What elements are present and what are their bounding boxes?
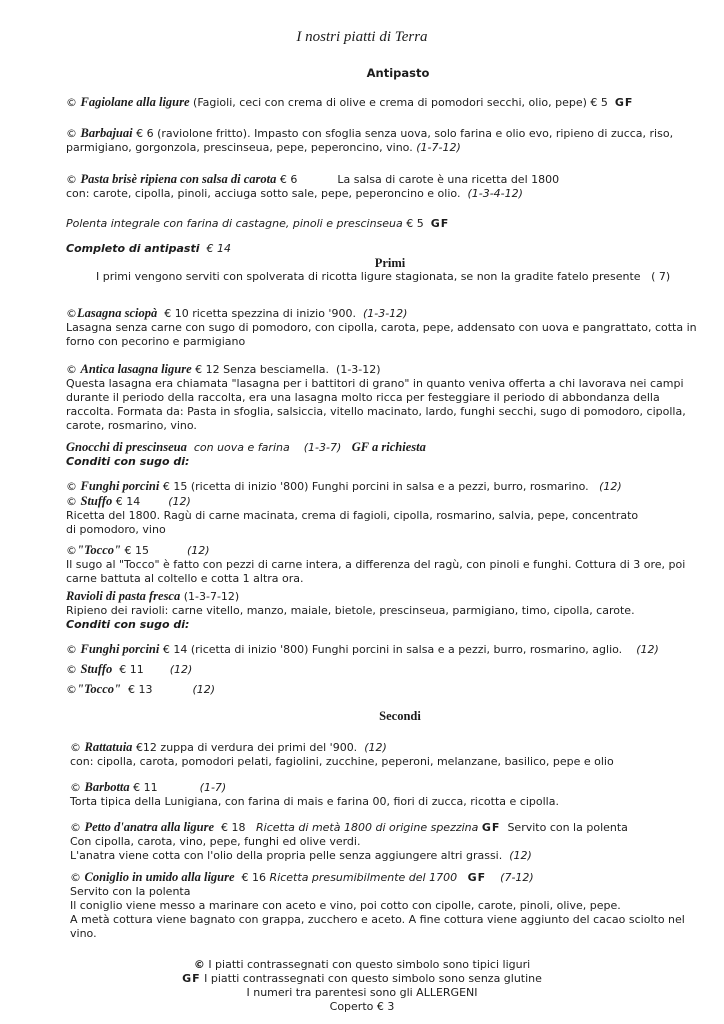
gluten-free-symbol: GF: [182, 972, 201, 985]
allergens: ( 7): [651, 270, 671, 283]
cover-charge: Coperto € 3: [329, 1000, 395, 1013]
ligurian-symbol: ©: [193, 958, 205, 971]
dish-desc: Ripieno dei ravioli: carne vitello, manzo, maiale, bietole, prescinseua, parmigiano, timo, cipolla, carote.: [66, 604, 635, 617]
dish-name: Funghi porcini: [80, 479, 160, 493]
dish-desc: parmigiano, gorgonzola, prescinseua, pepe, peperoncino, vino.: [66, 141, 413, 154]
dish-name: Petto d'anatra alla ligure: [84, 820, 215, 834]
dish-completo: [66, 242, 231, 256]
ligurian-symbol: ©: [66, 96, 77, 109]
dish-desc: € 14 (ricetta di inizio '800) Funghi porcini in salsa e a pezzi, burro, rosmarino, aglio.: [162, 643, 623, 656]
dish-desc: € 12 Senza besciamella.: [195, 363, 330, 376]
allergens: (12): [364, 741, 387, 754]
dish-barbotta: [70, 780, 559, 809]
dish-price: € 13: [127, 683, 153, 696]
dish-antica-lasagna: [66, 362, 686, 433]
dish-price: € 14: [206, 242, 231, 255]
dish-desc: durante il periodo della raccolta, era una lasagna molto ricca per festeggiare il periodo di abbondanza della: [66, 391, 660, 404]
ligurian-symbol: ©: [70, 781, 81, 794]
dish-desc: €12 zuppa di verdura dei primi del '900.: [135, 741, 358, 754]
sauce-list-ravioli: [66, 642, 659, 697]
dish-desc: raccolta. Formata da: Pasta in sfoglia, salsiccia, vitello macinato, lardo, funghi secchi, sugo di pomodoro, cipolla,: [66, 405, 686, 418]
dish-desc: con: cipolla, carota, pomodori pelati, fagiolini, zucchine, peperoni, melanzane, basilico, pepe e olio: [70, 755, 614, 768]
sauce-tocco-gnocchi: [66, 543, 685, 586]
dish-price: € 6: [279, 173, 298, 186]
dish-desc: Ricetta presumibilmente del 1700: [269, 871, 458, 884]
gf-on-request: GF a richiesta: [351, 440, 426, 454]
dish-polenta: [66, 217, 449, 231]
intro-text: I primi vengono serviti con spolverata di ricotta ligure stagionata, se non la gradite fatelo presente: [96, 270, 641, 283]
ligurian-symbol: ©: [66, 173, 77, 186]
gluten-free-symbol: GF: [481, 821, 501, 834]
dish-name: Lasagna sciopà: [77, 306, 158, 320]
dish-name: Rattatuia: [84, 740, 133, 754]
dish-desc: Servito con la polenta: [507, 821, 628, 834]
dish-coniglio: [70, 870, 685, 941]
dish-desc: Servito con la polenta: [70, 885, 191, 898]
ligurian-symbol: ©: [66, 480, 77, 493]
dish-desc: vino.: [70, 927, 97, 940]
primi-intro: [96, 270, 670, 284]
dish-name: Antica lasagna ligure: [80, 362, 192, 376]
dish-anatra: [70, 820, 628, 863]
dish-name: "Tocco": [77, 543, 121, 557]
dish-name: Ravioli di pasta fresca: [66, 589, 181, 603]
dish-name: Pasta brisè ripiena con salsa di carota: [80, 172, 277, 186]
ligurian-symbol: ©: [66, 663, 77, 676]
allergens: (1-3-7-12): [183, 590, 240, 603]
ligurian-symbol: ©: [66, 643, 77, 656]
dish-name: Stuffo: [80, 662, 113, 676]
dish-desc: La salsa di carote è una ricetta del 1800: [337, 173, 560, 186]
dish-desc: Torta tipica della Lunigiana, con farina di mais e farina 00, fiori di zucca, ricotta e cipolla.: [70, 795, 559, 808]
gluten-free-symbol: GF: [467, 871, 487, 884]
dish-fagiolane: [66, 95, 633, 110]
sauce-heading: Conditi con sugo di:: [66, 455, 190, 468]
dish-desc: Ricetta del 1800. Ragù di carne macinata, crema di fagioli, cipolla, rosmarino, salvia, pepe, concentrato: [66, 509, 639, 522]
dish-name: Coniglio in umido alla ligure: [84, 870, 235, 884]
legend-text: I numeri tra parentesi sono gli ALLERGENI: [246, 986, 478, 999]
dish-price: € 16: [241, 871, 267, 884]
dish-desc: carote, rosmarino, vino.: [66, 419, 197, 432]
section-antipasto: Antipasto: [366, 66, 430, 80]
dish-barbajuai: [66, 126, 673, 155]
dish-desc: forno con pecorino e parmigiano: [66, 335, 246, 348]
page-title: I nostri piatti di Terra: [296, 29, 428, 45]
dish-price: € 18: [221, 821, 246, 834]
dish-price: € 11: [119, 663, 144, 676]
dish-desc: con: carote, cipolla, pinoli, acciuga sotto sale, pepe, peperoncino e olio.: [66, 187, 461, 200]
dish-desc: Questa lasagna era chiamata "lasagna per i battitori di grano" in quanto veniva offerta a chi lavorava nei campi: [66, 377, 684, 390]
dish-desc: Il sugo al "Tocco" è fatto con pezzi di carne intera, a differenza del ragù, con pinoli e funghi. Cottura di 3 ore, poi: [66, 558, 686, 571]
dish-name: "Tocco": [77, 682, 121, 696]
ligurian-symbol: ©: [66, 363, 77, 376]
dish-desc: Ricetta di metà 1800 di origine spezzina: [256, 821, 479, 834]
legend: [0, 958, 724, 1014]
ligurian-symbol: ©: [70, 821, 81, 834]
ligurian-symbol: ©: [66, 495, 77, 508]
allergens: (1-3-12): [362, 307, 408, 320]
allergens: (12): [186, 544, 210, 557]
dish-price: € 15: [124, 544, 149, 557]
ligurian-symbol: ©: [66, 683, 77, 696]
allergens: (12): [192, 683, 216, 696]
dish-name: Completo di antipasti: [66, 242, 200, 255]
dish-brise: [66, 172, 559, 201]
dish-name: Funghi porcini: [80, 642, 160, 656]
dish-desc: € 10 ricetta spezzina di inizio '900.: [164, 307, 356, 320]
dish-desc: L'anatra viene cotta con l'olio della propria pelle senza aggiungere altri grassi.: [70, 849, 503, 862]
ligurian-symbol: ©: [66, 307, 77, 320]
legend-text: I piatti contrassegnati con questo simbolo sono senza glutine: [204, 972, 542, 985]
ligurian-symbol: ©: [66, 127, 77, 140]
allergens: (12): [509, 849, 532, 862]
allergens: (1-7-12): [416, 141, 461, 154]
dish-name: Gnocchi di prescinseua: [66, 440, 187, 454]
dish-price: € 5: [406, 217, 424, 230]
allergens: (12): [599, 480, 622, 493]
dish-desc: di pomodoro, vino: [66, 523, 166, 536]
allergens: (1-3-7): [303, 441, 342, 454]
section-primi: Primi: [374, 256, 406, 270]
dish-desc: Con cipolla, carota, vino, pepe, funghi ed olive verdi.: [70, 835, 361, 848]
allergens: (1-3-12): [336, 363, 381, 376]
sauce-funghi-gnocchi: [66, 479, 638, 537]
dish-desc: € 6 (raviolone fritto). Impasto con sfoglia senza uova, solo farina e olio evo, ripieno di zucca, riso,: [136, 127, 674, 140]
dish-desc: (Fagioli, ceci con crema di olive e crema di pomodori secchi, olio, pepe) € 5: [193, 96, 608, 109]
section-secondi: Secondi: [379, 709, 421, 723]
dish-desc: carne battuta al coltello e cotta 1 altra ora.: [66, 572, 304, 585]
dish-desc: € 15 (ricetta di inizio '800) Funghi porcini in salsa e a pezzi, burro, rosmarino.: [162, 480, 589, 493]
dish-gnocchi: [66, 440, 426, 469]
ligurian-symbol: ©: [66, 544, 77, 557]
dish-desc: Il coniglio viene messo a marinare con aceto e vino, poi cotto con cipolle, carote, pinoli, olive, pepe.: [70, 899, 621, 912]
gluten-free-symbol: GF: [430, 217, 450, 230]
legend-text: I piatti contrassegnati con questo simbolo sono tipici liguri: [208, 958, 531, 971]
allergens: (12): [168, 495, 191, 508]
dish-lasagna-sciopa: [66, 306, 697, 349]
dish-ravioli: [66, 589, 635, 632]
ligurian-symbol: ©: [70, 741, 81, 754]
dish-desc: Lasagna senza carne con sugo di pomodoro, con cipolla, carota, pepe, addensato con uova e pangrattato, cotta in: [66, 321, 697, 334]
dish-name: Stuffo: [80, 494, 113, 508]
dish-desc: con uova e farina: [193, 441, 290, 454]
dish-price: € 11: [133, 781, 158, 794]
dish-price: € 14: [115, 495, 141, 508]
dish-name: Barbotta: [84, 780, 130, 794]
allergens: (1-7): [199, 781, 227, 794]
ligurian-symbol: ©: [70, 871, 81, 884]
allergens: (12): [169, 663, 193, 676]
allergens: (12): [636, 643, 659, 656]
allergens: (7-12): [500, 871, 534, 884]
dish-name: Barbajuai: [80, 126, 133, 140]
dish-name: Fagiolane alla ligure: [80, 95, 190, 109]
allergens: (1-3-4-12): [467, 187, 523, 200]
sauce-heading: Conditi con sugo di:: [66, 618, 190, 631]
dish-desc: A metà cottura viene bagnato con grappa, zucchero e aceto. A fine cottura viene aggiunto del cacao sciolto nel: [70, 913, 685, 926]
gluten-free-symbol: GF: [614, 96, 634, 109]
dish-rattatuia: [70, 740, 614, 769]
dish-name: Polenta integrale con farina di castagne, pinoli e prescinseua: [66, 217, 403, 230]
